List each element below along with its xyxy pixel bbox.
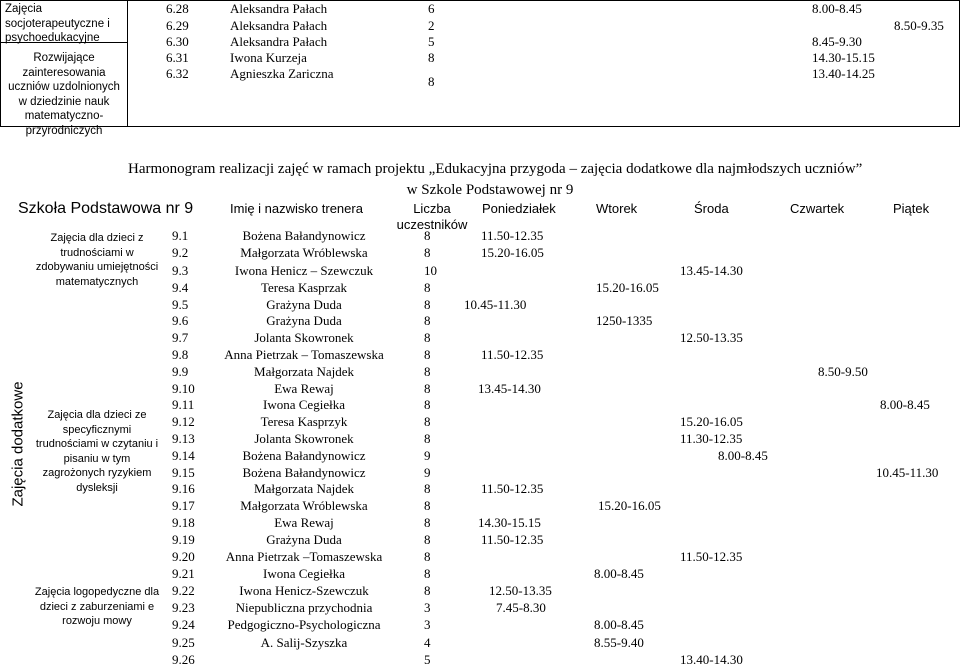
trainer-name: Grażyna Duda — [266, 313, 342, 328]
session-time: 1250-1335 — [596, 313, 653, 328]
session-time: 10.45-11.30 — [464, 297, 527, 312]
page-title: Harmonogram realizacji zajęć w ramach projektu „Edukacyjna przygoda – zajęcia dodatkowe dla najmłodszych uczniów” — [128, 161, 863, 177]
header-thursday: Czwartek — [790, 201, 845, 216]
participant-count: 8 — [424, 364, 431, 379]
session-time: 12.50-13.35 — [680, 330, 743, 345]
trainer-name: Grażyna Duda — [266, 532, 342, 547]
row-number: 6.30 — [166, 34, 189, 49]
row-number: 9.17 — [172, 498, 195, 513]
participant-count: 8 — [424, 549, 431, 564]
group-dyslexia: Zajęcia dla dzieci ze specyficznymi trudnościami w czytaniu i pisaniu w tym zagrożonych ryzykiem dysleksji — [35, 409, 159, 494]
row-number: 9.19 — [172, 532, 195, 547]
trainer-name: Agnieszka Zariczna — [230, 66, 334, 81]
row-number: 6.32 — [166, 66, 189, 81]
participant-count: 3 — [424, 600, 431, 615]
participant-count: 9 — [424, 465, 431, 480]
session-time: 8.00-8.45 — [594, 566, 644, 581]
participant-count: 8 — [424, 414, 431, 429]
side-label-cell — [0, 231, 36, 657]
row-number: 9.8 — [172, 347, 189, 362]
participant-count: 8 — [424, 431, 431, 446]
trainer-name: Anna Pietrzak –Tomaszewska — [225, 549, 383, 564]
participant-count: 2 — [428, 18, 435, 33]
participant-count: 8 — [428, 74, 435, 89]
side-label: Zajęcia dodatkowe — [9, 381, 27, 507]
row-number: 9.6 — [172, 313, 189, 328]
header-monday: Poniedziałek — [482, 201, 556, 216]
row-number: 9.2 — [172, 245, 189, 260]
participant-count: 8 — [424, 228, 431, 243]
participant-count: 8 — [424, 297, 431, 312]
trainer-name: Bożena Bałandynowicz — [242, 228, 366, 243]
row-number: 9.23 — [172, 600, 195, 615]
session-time: 8.00-8.45 — [880, 397, 930, 412]
trainer-name: Iwona Henicz-Szewczuk — [239, 583, 369, 598]
participant-count: 8 — [424, 481, 431, 496]
trainer-name: Bożena Bałandynowicz — [242, 448, 366, 463]
session-time: 14.30-15.15 — [478, 515, 541, 530]
group-math: Zajęcia dla dzieci z trudnościami w zdobywaniu umiejętności matematycznych — [35, 232, 159, 288]
participant-count: 3 — [424, 617, 431, 632]
trainer-name: Bożena Bałandynowicz — [242, 465, 366, 480]
row-number: 9.16 — [172, 481, 195, 496]
session-time: 7.45-8.30 — [496, 600, 546, 615]
participant-count: 8 — [424, 347, 431, 362]
session-time: 8.00-8.45 — [718, 448, 768, 463]
row-number: 9.24 — [172, 617, 195, 632]
row-number: 9.7 — [172, 330, 189, 345]
row-number: 9.12 — [172, 414, 195, 429]
participant-count: 8 — [428, 50, 435, 65]
session-time: 13.40-14.25 — [812, 66, 875, 81]
session-time: 13.40-14.30 — [680, 652, 743, 667]
session-time: 13.45-14.30 — [478, 381, 541, 396]
header-count: Liczba uczestników — [396, 201, 468, 232]
row-number: 9.26 — [172, 652, 195, 667]
session-time: 11.30-12.35 — [680, 431, 743, 446]
participant-count: 8 — [424, 515, 431, 530]
session-time: 14.30-15.15 — [812, 50, 875, 65]
row-number: 9.13 — [172, 431, 195, 446]
participant-count: 8 — [424, 498, 431, 513]
participant-count: 8 — [424, 280, 431, 295]
participant-count: 8 — [424, 532, 431, 547]
row-number: 9.18 — [172, 515, 195, 530]
row-number: 9.20 — [172, 549, 195, 564]
trainer-name: Iwona Cegiełka — [263, 566, 345, 581]
participant-count: 8 — [424, 330, 431, 345]
top-category-socio: Zajęcia socjoterapeutyczne i psychoedukacyjne — [5, 3, 110, 44]
row-number: 6.31 — [166, 50, 189, 65]
row-number: 9.25 — [172, 635, 195, 650]
trainer-name: Teresa Kasprzak — [260, 280, 348, 295]
session-time: 8.45-9.30 — [812, 34, 862, 49]
header-name: Imię i nazwisko trenera — [230, 201, 363, 216]
participant-count: 8 — [424, 381, 431, 396]
trainer-name: Aleksandra Pałach — [230, 18, 328, 33]
trainer-name: Małgorzata Najdek — [254, 481, 354, 496]
participant-count: 5 — [424, 652, 431, 667]
participant-count: 5 — [428, 34, 435, 49]
session-time: 15.20-16.05 — [680, 414, 743, 429]
trainer-name: Iwona Cegiełka — [263, 397, 345, 412]
trainer-name: Aleksandra Pałach — [230, 34, 328, 49]
session-time: 11.50-12.35 — [481, 347, 544, 362]
participant-count: 6 — [428, 1, 435, 16]
trainer-name: Ewa Rewaj — [274, 515, 334, 530]
row-number: 6.29 — [166, 18, 189, 33]
top-category-gifted: Rozwijające zainteresowania uczniów uzdolnionych w dziedzinie nauk matematyczno-przyrodniczych — [8, 52, 120, 137]
trainer-name: Małgorzata Wróblewska — [240, 498, 368, 513]
participant-count: 8 — [424, 566, 431, 581]
trainer-name: Niepubliczna przychodnia — [235, 600, 373, 615]
participant-count: 8 — [424, 397, 431, 412]
top-column-divider — [127, 1, 128, 126]
session-time: 11.50-12.35 — [680, 549, 743, 564]
participant-count: 9 — [424, 448, 431, 463]
session-time: 15.20-16.05 — [481, 245, 544, 260]
participant-count: 8 — [424, 313, 431, 328]
participant-count: 4 — [424, 635, 431, 650]
session-time: 15.20-16.05 — [596, 280, 659, 295]
session-time: 8.55-9.40 — [594, 635, 644, 650]
row-number: 9.10 — [172, 381, 195, 396]
trainer-name: Iwona Kurzeja — [230, 50, 307, 65]
participant-count: 10 — [424, 263, 437, 278]
group-speech: Zajęcia logopedyczne dla dzieci z zaburzeniami e rozwoju mowy — [34, 586, 160, 627]
page-subtitle: w Szkole Podstawowej nr 9 — [406, 182, 574, 198]
row-number: 9.11 — [172, 397, 195, 412]
row-number: 9.21 — [172, 566, 195, 581]
row-number: 9.1 — [172, 228, 189, 243]
participant-count: 8 — [424, 583, 431, 598]
session-time: 10.45-11.30 — [876, 465, 939, 480]
session-time: 13.45-14.30 — [680, 263, 743, 278]
trainer-name: Iwona Henicz – Szewczuk — [234, 263, 374, 278]
row-number: 9.9 — [172, 364, 189, 379]
trainer-name: Aleksandra Pałach — [230, 1, 328, 16]
row-number: 9.15 — [172, 465, 195, 480]
school-name: Szkoła Podstawowa nr 9 — [18, 200, 194, 217]
trainer-name: A. Salij-Szyszka — [260, 635, 348, 650]
trainer-name: Teresa Kasprzyk — [260, 414, 348, 429]
row-number: 6.28 — [166, 1, 189, 16]
session-time: 15.20-16.05 — [598, 498, 661, 513]
session-time: 11.50-12.35 — [481, 228, 544, 243]
session-time: 12.50-13.35 — [489, 583, 552, 598]
row-number: 9.22 — [172, 583, 195, 598]
session-time: 8.00-8.45 — [594, 617, 644, 632]
trainer-name: Grażyna Duda — [266, 297, 342, 312]
trainer-name: Anna Pietrzak – Tomaszewska — [224, 347, 384, 362]
session-time: 8.50-9.50 — [818, 364, 868, 379]
trainer-name: Jolanta Skowronek — [254, 330, 354, 345]
trainer-name: Małgorzata Najdek — [254, 364, 354, 379]
trainer-name: Pedgogiczno-Psychologiczna — [227, 617, 381, 632]
session-time: 11.50-12.35 — [481, 532, 544, 547]
trainer-name: Małgorzata Wróblewska — [240, 245, 368, 260]
header-wednesday: Środa — [694, 201, 729, 216]
header-friday: Piątek — [893, 201, 930, 216]
row-number: 9.5 — [172, 297, 189, 312]
header-tuesday: Wtorek — [596, 201, 638, 216]
session-time: 8.00-8.45 — [812, 1, 862, 16]
trainer-name: Jolanta Skowronek — [254, 431, 354, 446]
trainer-name: Ewa Rewaj — [274, 381, 334, 396]
session-time: 11.50-12.35 — [481, 481, 544, 496]
row-number: 9.3 — [172, 263, 189, 278]
row-number: 9.14 — [172, 448, 195, 463]
session-time: 8.50-9.35 — [894, 18, 944, 33]
participant-count: 8 — [424, 245, 431, 260]
row-number: 9.4 — [172, 280, 189, 295]
